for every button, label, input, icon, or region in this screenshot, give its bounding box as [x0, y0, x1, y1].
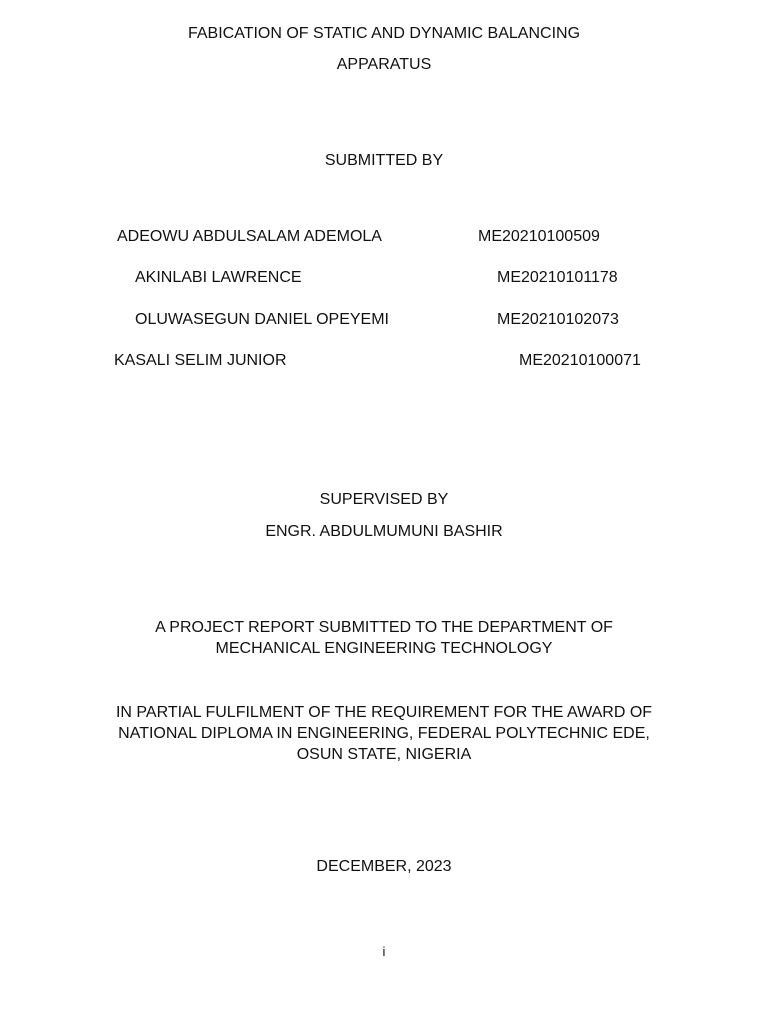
report-statement-line-1: A PROJECT REPORT SUBMITTED TO THE DEPARTMENT OF [155, 619, 613, 636]
student-id-4: ME20210100071 [519, 352, 641, 369]
student-id-2: ME20210101178 [497, 269, 618, 286]
submission-date: DECEMBER, 2023 [316, 858, 452, 875]
student-name-1: ADEOWU ABDULSALAM ADEMOLA [117, 228, 382, 245]
fulfilment-line-1: IN PARTIAL FULFILMENT OF THE REQUIREMENT FOR THE AWARD OF [115, 704, 653, 721]
page-number: i [382, 944, 386, 959]
report-statement [60, 617, 708, 659]
student-name-4: KASALI SELIM JUNIOR [114, 352, 287, 369]
report-statement-line-2: MECHANICAL ENGINEERING TECHNOLOGY [215, 640, 553, 657]
student-name-2: AKINLABI LAWRENCE [135, 269, 302, 286]
title-line-2: APPARATUS [336, 56, 432, 73]
submitted-by-label: SUBMITTED BY [324, 152, 444, 169]
supervisor-name: ENGR. ABDULMUMUNI BASHIR [265, 523, 503, 540]
student-id-3: ME20210102073 [497, 311, 619, 328]
student-id-1: ME20210100509 [478, 228, 600, 245]
supervised-by-label: SUPERVISED BY [319, 491, 449, 508]
student-name-3: OLUWASEGUN DANIEL OPEYEMI [135, 311, 389, 328]
title-line-1: FABICATION OF STATIC AND DYNAMIC BALANCING [187, 25, 581, 42]
fulfilment-line-3: OSUN STATE, NIGERIA [296, 746, 472, 763]
fulfilment-statement [60, 702, 708, 765]
fulfilment-line-2: NATIONAL DIPLOMA IN ENGINEERING, FEDERAL POLYTECHNIC EDE, [118, 725, 650, 742]
